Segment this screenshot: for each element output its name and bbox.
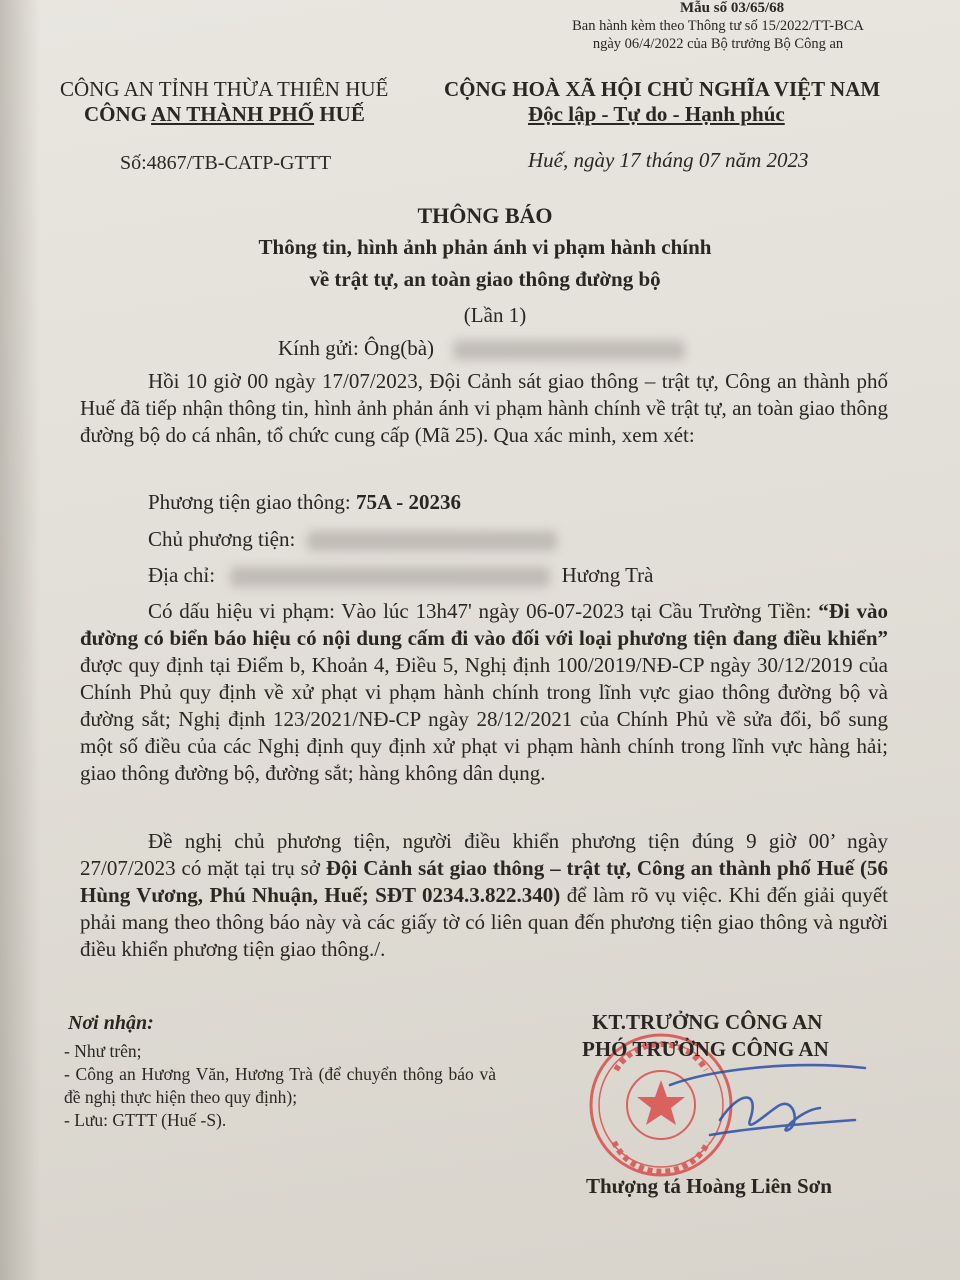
- issuing-unit-suffix: HUẾ: [314, 102, 365, 126]
- violation-description: “Đi vào đường có biển báo hiệu có nội dung cấm đi vào đối với loại phương tiện đang điều khiển”: [80, 599, 888, 650]
- issuing-unit-prefix: CÔNG: [84, 102, 152, 126]
- vehicle-plate: 75A - 20236: [355, 490, 461, 514]
- issued-note: [568, 17, 868, 53]
- issued-line-1: Ban hành kèm theo Thông tư số 15/2022/TT-BCA: [572, 18, 864, 34]
- page-shadow: [0, 0, 40, 1280]
- national-motto: Độc lập - Tự do - Hạnh phúc: [528, 102, 785, 126]
- document-subtitle-1: Thông tin, hình ảnh phản ánh vi phạm hành chính: [258, 235, 712, 259]
- paragraph-request: [80, 828, 888, 963]
- address-visible: Hương Trà: [561, 563, 654, 587]
- recipient-item: - Công an Hương Văn, Hương Trà (để chuyển thông báo và đề nghị thực hiện theo quy định);: [64, 1064, 496, 1107]
- recipient-label: Kính gửi: Ông(bà): [278, 336, 435, 360]
- notice-count: (Lần 1): [463, 303, 527, 327]
- document-number: Số:4867/TB-CATP-GTTT: [120, 152, 332, 174]
- violation-intro: Có dấu hiệu vi phạm: Vào lúc 13h47' ngày 06-07-2023 tại Cầu Trường Tiền:: [148, 599, 819, 623]
- signature-title-1: KT.TRƯỞNG CÔNG AN: [592, 1010, 823, 1034]
- redacted-recipient-name: [453, 340, 685, 360]
- redacted-address: [230, 567, 550, 587]
- recipient-item: - Như trên;: [64, 1041, 142, 1061]
- vehicle-label: Phương tiện giao thông:: [148, 490, 356, 514]
- address-line: [148, 563, 654, 588]
- paragraph-violation: [80, 598, 888, 787]
- handwritten-signature: [650, 1050, 880, 1160]
- owner-label: Chủ phương tiện:: [148, 527, 296, 551]
- document-subtitle-2: về trật tự, an toàn giao thông đường bộ: [309, 267, 661, 291]
- request-rest: để làm rõ vụ việc. Khi đến giải quyết phải mang theo thông báo này và các giấy tờ có liên quan đến phương tiện giao thông và người điều khiển phương tiện giao thông./.: [80, 883, 888, 961]
- request-intro: Đề nghị chủ phương tiện, người điều khiển phương tiện đúng 9 giờ 00’ ngày 27/07/2023 có mặt tại trụ sở: [80, 829, 888, 880]
- vehicle-line: [148, 490, 461, 515]
- issuing-unit-underlined: AN THÀNH PHỐ: [151, 102, 315, 126]
- place-date: Huế, ngày 17 tháng 07 năm 2023: [528, 148, 809, 172]
- signature-title-2: PHÓ TRƯỞNG CÔNG AN: [582, 1037, 829, 1061]
- issued-line-2: ngày 06/4/2022 của Bộ trưởng Bộ Công an: [592, 36, 844, 52]
- recipient-line: [278, 336, 685, 361]
- address-label: Địa chỉ:: [148, 563, 216, 587]
- issuing-authority: CÔNG AN TỈNH THỪA THIÊN HUẾ: [60, 77, 389, 101]
- paragraph-intro: Hồi 10 giờ 00 ngày 17/07/2023, Đội Cảnh sát giao thông – trật tự, Công an thành phố Huế đã tiếp nhận thông tin, hình ảnh phản ánh vi phạm hành chính về trật tự, an toàn giao thông đường bộ do cá nhân, tổ chức cung cấp (Mã 25). Qua xác minh, xem xét:: [80, 369, 888, 447]
- recipients-heading: Nơi nhận:: [68, 1012, 154, 1034]
- violation-legal-basis: được quy định tại Điểm b, Khoản 4, Điều 5, Nghị định 100/2019/NĐ-CP ngày 30/12/2019 của Chính Phủ quy định về xử phạt vi phạm hành chính trong lĩnh vực giao thông đường bộ và đường sắt; Nghị định 123/2021/NĐ-CP ngày 28/12/2021 của Chính Phủ về sửa đổi, bổ sung một số điều của các Nghị định quy định xử phạt vi phạm hành chính trong lĩnh vực hàng hải; giao thông đường bộ, đường sắt; hàng không dân dụng.: [80, 653, 888, 785]
- request-office: Đội Cảnh sát giao thông – trật tự, Công an thành phố Huế (56 Hùng Vương, Phú Nhuận, Huế; SĐT 0234.3.822.340): [80, 856, 888, 907]
- document-title: THÔNG BÁO: [417, 203, 553, 228]
- signature-strokes: [670, 1065, 865, 1135]
- recipient-item: - Lưu: GTTT (Huế -S).: [64, 1110, 227, 1130]
- issuing-unit: [84, 102, 365, 127]
- recipients-list: [64, 1040, 496, 1132]
- signer-name: Thượng tá Hoàng Liên Sơn: [586, 1174, 832, 1198]
- redacted-owner-name: [307, 531, 557, 551]
- owner-line: [148, 527, 557, 552]
- form-number: Mẫu số 03/65/68: [680, 0, 785, 16]
- national-title: CỘNG HOÀ XÃ HỘI CHỦ NGHĨA VIỆT NAM: [444, 77, 881, 101]
